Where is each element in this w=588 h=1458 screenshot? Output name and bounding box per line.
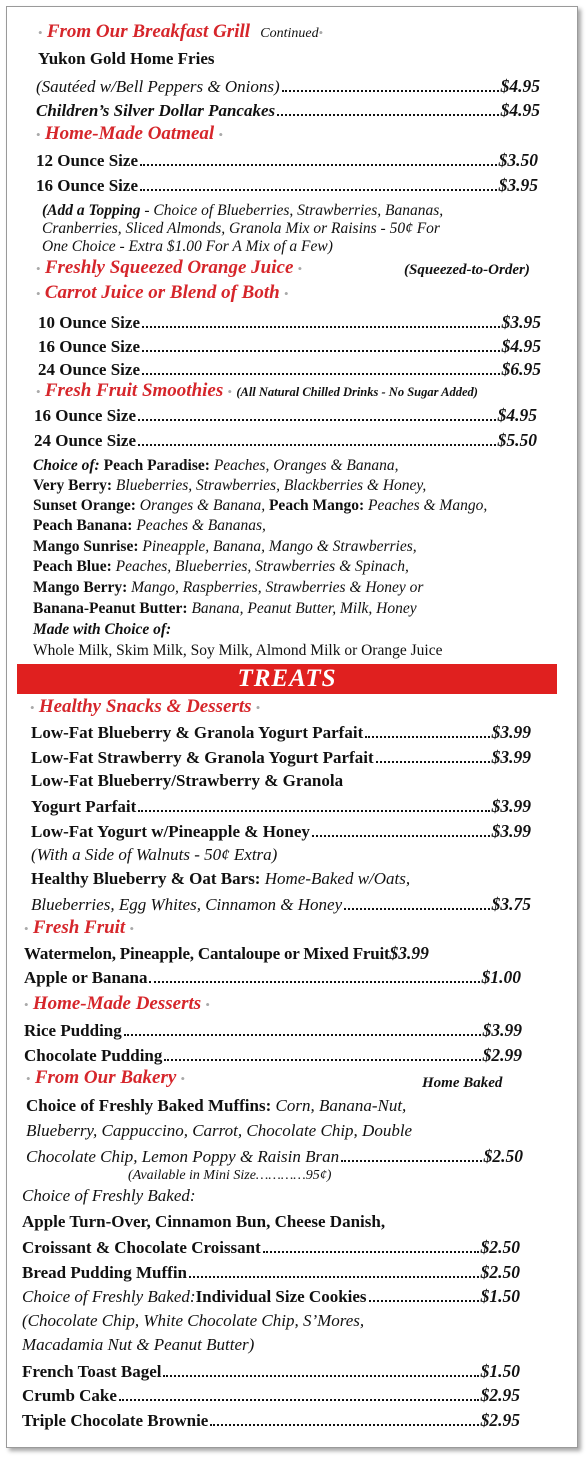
menu-item-name: Crumb Cake [22,1386,117,1405]
menu-item-row [31,821,531,842]
menu-item-name: Apple or Banana [24,968,148,987]
home-baked-note: Home Baked [422,1075,503,1091]
topping-text: Cranberries, Sliced Almonds, Granola Mix or Raisins - 50¢ For [42,220,440,237]
menu-item-row [24,1020,522,1041]
menu-item-price: $5.50 [497,430,537,450]
section-title: Home-Made Desserts [32,993,202,1014]
menu-item-name: Watermelon, Pineapple, Cantaloupe or Mixed Fruit [24,944,390,963]
menu-item-name: Croissant & Chocolate Croissant [22,1238,261,1257]
bullet: • [297,261,303,276]
section-header-carrot-juice [36,283,289,304]
continued-label: Continued [260,26,319,41]
menu-item-price: $3.99 [491,722,531,742]
item-desc: Blueberry, Cappuccino, Carrot, Chocolate Chip, Double [26,1121,413,1140]
section-header-breakfast-grill [38,22,323,44]
menu-item-price: $3.99 [482,1020,522,1040]
dot-leader [376,761,490,763]
menu-item-name: Low-Fat Blueberry/Strawberry & Granola [31,771,344,790]
section-title: Fresh Fruit [32,917,126,938]
menu-item-row [31,722,531,743]
menu-item-price: $6.95 [501,359,541,379]
menu-item-name: Bread Pudding Muffin [22,1263,188,1282]
dot-leader [142,350,500,352]
dot-leader [263,1251,479,1253]
flavor-name: Mango Sunrise: [33,538,139,555]
flavor-desc: Peaches, Blueberries, Strawberries & Spinach, [111,558,409,575]
menu-item-name: Apple Turn-Over, Cinnamon Bun, Cheese Danish, [22,1212,386,1231]
section-header-oatmeal [36,124,223,145]
bullet: • [24,997,29,1012]
menu-item-price: $2.99 [482,1045,522,1065]
flavor-name: Peach Blue: [33,558,112,575]
menu-item-row [38,336,541,357]
bullet: • [255,700,261,715]
topping-text: One Choice - Extra $1.00 For A Mix of a Few) [42,238,333,255]
menu-item-price: $2.95 [480,1385,520,1405]
flavor-line [33,456,399,475]
bullet: • [36,261,41,276]
menu-item-row [38,312,541,333]
menu-item-row [22,1361,520,1382]
dot-leader [210,1424,478,1426]
flavor-line [33,599,417,618]
menu-item-row [22,1262,520,1283]
section-title: Freshly Squeezed Orange Juice [44,257,294,278]
flavor-desc: Mango, Raspberries, Strawberries & Honey or [127,579,424,596]
flavor-desc: Peaches & Bananas, [132,517,266,534]
menu-item-row [22,1237,520,1258]
menu-item-name: 16 Ounce Size [34,406,136,425]
item-desc: (Chocolate Chip, White Chocolate Chip, S’Mores, [22,1311,365,1330]
dot-leader [119,1399,479,1401]
choice-label: Choice of Freshly Baked: [22,1186,196,1205]
dot-leader [164,1059,480,1061]
flavor-desc: Peaches, Oranges & Banana, [209,457,399,474]
menu-item-row [38,359,541,380]
menu-item-name: Low-Fat Strawberry & Granola Yogurt Parfait [31,748,374,767]
menu-item-name: Rice Pudding [24,1021,122,1040]
menu-item-price: $3.99 [491,821,531,841]
dot-leader [138,444,496,446]
choice-label: Choice of: [33,457,100,474]
menu-item-row [31,796,531,817]
menu-item-price: $3.95 [501,312,541,332]
menu-item-price: $4.95 [500,100,540,120]
bullet: • [227,384,233,399]
menu-item-row [36,100,540,121]
menu-item-row [31,894,531,915]
dot-leader [124,1034,481,1036]
menu-item-price: $3.99 [491,796,531,816]
menu-item-desc: Blueberries, Egg Whites, Cinnamon & Honey [31,895,343,914]
section-header-healthy-snacks [30,697,260,718]
bullet: • [36,286,41,301]
bullet: • [24,921,29,936]
bullet: • [36,127,41,142]
dot-leader [140,189,497,191]
bullet: • [30,700,35,715]
flavor-desc: Oranges & Banana, [135,497,269,514]
dot-leader [142,373,500,375]
dot-leader [341,1160,482,1162]
menu-item-name: Low-Fat Blueberry & Granola Yogurt Parfait [31,723,364,742]
menu-item-name: Yogurt Parfait [31,797,137,816]
menu-item-price: $2.95 [480,1410,520,1430]
menu-item-desc: (Sautéed w/Bell Peppers & Onions) [36,77,280,96]
flavor-desc: Blueberries, Strawberries, Blackberries & Honey, [112,477,427,494]
item-desc: Macadamia Nut & Peanut Butter) [22,1335,255,1354]
dot-leader [277,114,499,116]
flavor-name: Peach Mango: [268,497,365,514]
bullet: • [283,286,289,301]
menu-item-name: French Toast Bagel [22,1362,162,1381]
flavor-desc: Peaches & Mango, [364,497,488,514]
bullet: • [26,1071,31,1086]
section-title: Healthy Snacks & Desserts [38,696,252,717]
flavor-line [33,476,426,495]
dot-leader [282,90,499,92]
bullet: • [129,921,135,936]
section-title: From Our Bakery [34,1067,177,1088]
menu-item-price: $4.95 [497,405,537,425]
menu-item-row [24,1045,522,1066]
menu-item-row [36,76,540,97]
flavor-line [33,557,409,576]
bullet: • [318,25,324,40]
flavor-name: Peach Banana: [33,517,133,534]
flavor-desc: Pineapple, Banana, Mango & Strawberries, [138,538,417,555]
bullet: • [180,1071,186,1086]
dot-leader [344,908,489,910]
section-title: From Our Breakfast Grill [46,21,251,42]
section-header-bakery [26,1068,185,1089]
item-desc: Corn, Banana-Nut, [271,1096,407,1115]
dot-leader [312,835,490,837]
section-title: Fresh Fruit Smoothies [44,380,224,401]
topping-text: - Choice of Blueberries, Strawberries, Bananas, [140,202,444,219]
item-title: Healthy Blueberry & Oat Bars: [31,869,261,888]
bullet: • [218,127,224,142]
menu-item-name: 24 Ounce Size [38,360,140,379]
menu-item-price: $2.50 [483,1146,523,1166]
section-header-desserts [24,994,210,1015]
menu-item-name: 24 Ounce Size [34,431,136,450]
flavor-line [33,516,266,535]
section-header-fresh-fruit [24,918,134,939]
menu-item-price: $3.95 [498,175,538,195]
flavor-line [33,537,417,556]
menu-item-price: $3.99 [491,747,531,767]
dot-leader [365,736,489,738]
menu-item-name: Yukon Gold Home Fries [38,49,215,68]
dot-leader [142,326,500,328]
menu-item-name: Triple Chocolate Brownie [22,1411,209,1430]
flavor-desc: Banana, Peanut Butter, Milk, Honey [187,600,417,617]
walnut-note: (With a Side of Walnuts - 50¢ Extra) [31,845,278,864]
dot-leader [163,1375,478,1377]
menu-item-row [36,150,538,171]
flavor-name: Mango Berry: [33,579,128,596]
menu-item-price: $2.50 [480,1262,520,1282]
flavor-line [33,578,423,597]
menu-item-price: $4.95 [501,336,541,356]
dot-leader [138,810,489,812]
made-with-label: Made with Choice of: [33,621,172,638]
menu-item-row [22,1385,520,1406]
dot-leader [189,1276,479,1278]
section-header-orange-juice [36,258,302,279]
dot-leader [140,164,497,166]
mini-size-note: (Available in Mini Size…………95¢) [128,1168,332,1183]
menu-item-row [34,430,537,451]
menu-item-name: 10 Ounce Size [38,313,140,332]
menu-item-price: $2.50 [480,1237,520,1257]
menu-item-row [22,1286,520,1307]
menu-item-row [24,943,528,964]
menu-item-row [31,747,531,768]
smoothie-note: (All Natural Chilled Drinks - No Sugar Added) [236,385,478,399]
flavor-name: Very Berry: [33,477,113,494]
milk-options: Whole Milk, Skim Milk, Soy Milk, Almond Milk or Orange Juice [33,642,443,659]
section-title: Home-Made Oatmeal [44,123,215,144]
menu-item-price: $1.50 [480,1286,520,1306]
menu-item-name: Low-Fat Yogurt w/Pineapple & Honey [31,822,310,841]
menu-item-name: Chocolate Pudding [24,1046,163,1065]
item-title: Choice of Freshly Baked Muffins: [26,1096,272,1115]
menu-item-price: $1.50 [480,1361,520,1381]
menu-item-name: 16 Ounce Size [36,176,138,195]
menu-item-desc: Chocolate Chip, Lemon Poppy & Raisin Bran [26,1147,340,1166]
choice-label: Choice of Freshly Baked: [22,1287,196,1306]
menu-item-price: $3.99 [389,943,429,963]
menu-item-price: $3.75 [491,894,531,914]
menu-item-name [31,869,410,889]
menu-item-name: Children’s Silver Dollar Pancakes [36,101,276,120]
menu-item-name: 12 Ounce Size [36,151,138,170]
flavor-name: Sunset Orange: [33,497,136,514]
section-title: Carrot Juice or Blend of Both [44,282,280,303]
menu-item-row [22,1410,520,1431]
flavor-name: Banana-Peanut Butter: [33,600,188,617]
dot-leader [369,1300,479,1302]
menu-item-name: 16 Ounce Size [38,337,140,356]
topping-label: (Add a Topping [42,202,141,219]
item-desc: Home-Baked w/Oats, [260,869,411,888]
section-header-smoothies [36,381,478,402]
menu-item-row [24,967,521,988]
squeezed-note: (Squeezed-to-Order) [404,262,530,278]
menu-item-price: $1.00 [481,967,521,987]
bullet: • [205,997,210,1012]
bullet: • [36,384,41,399]
dot-leader [138,419,496,421]
menu-item-row [36,175,538,196]
menu-item-price: $3.50 [498,150,538,170]
menu-item-row [26,1146,523,1167]
flavor-name: Peach Paradise: [103,457,210,474]
menu-item-name: Individual Size Cookies [195,1287,367,1306]
topping-note [42,201,443,220]
bullet: • [38,25,43,40]
menu-item-name [26,1096,406,1116]
menu-item-price: $4.95 [500,76,540,96]
dot-leader [149,981,479,983]
menu-item-row [34,405,537,426]
flavor-line [33,496,487,515]
treats-banner: TREATS [17,664,557,694]
